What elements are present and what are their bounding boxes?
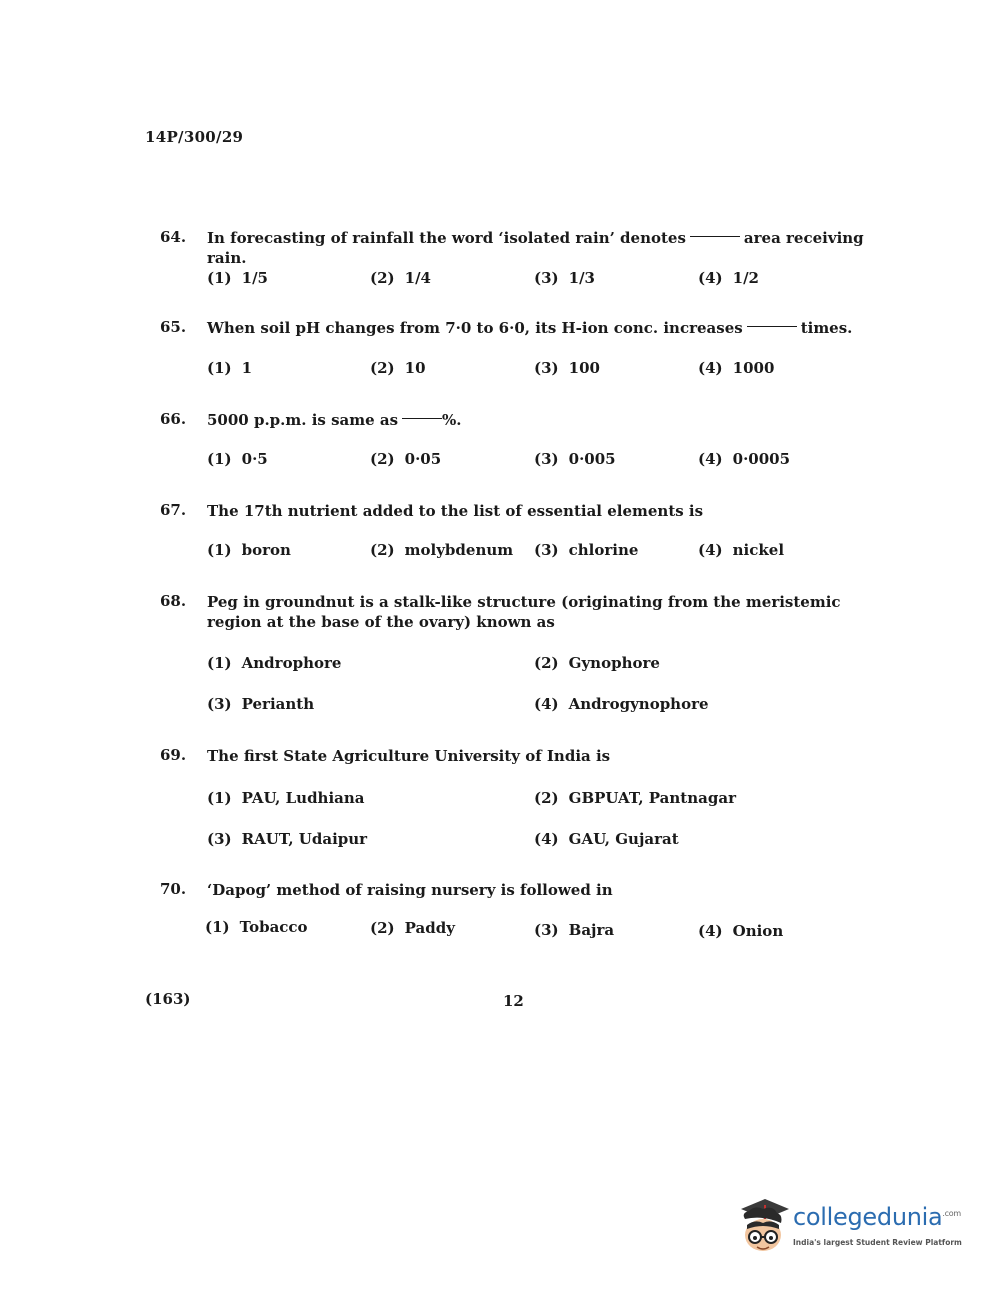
question-number: 64. <box>160 228 187 246</box>
option-4: (4) 1/2 <box>698 269 759 287</box>
answer-blank <box>402 418 442 419</box>
logo-tagline: India's largest Student Review Platform <box>793 1238 962 1247</box>
page-number: 12 <box>503 992 524 1010</box>
student-mascot-icon <box>735 1195 791 1257</box>
option-2: (2) 1/4 <box>370 269 431 287</box>
question-text: When soil pH changes from 7·0 to 6·0, its H-ion conc. increases times. <box>207 319 853 337</box>
option-1: (1) Tobacco <box>205 918 308 936</box>
option-3: (3) RAUT, Udaipur <box>207 830 368 848</box>
question-text: Peg in groundnut is a stalk-like structure (originating from the meristemic region at the base of the ovary) known as <box>207 593 841 631</box>
collegedunia-logo <box>735 1195 965 1265</box>
footer-code: (163) <box>145 990 191 1008</box>
answer-blank <box>690 236 740 237</box>
option-3: (3) 100 <box>534 359 600 377</box>
option-3: (3) 0·005 <box>534 450 616 468</box>
option-2: (2) GBPUAT, Pantnagar <box>534 789 736 807</box>
option-1: (1) PAU, Ludhiana <box>207 789 365 807</box>
logo-wordmark: collegedunia$^{.com}$ <box>793 1203 961 1231</box>
question-text: 5000 p.p.m. is same as %. <box>207 411 462 429</box>
option-3: (3) chlorine <box>534 541 639 559</box>
option-3: (3) Bajra <box>534 921 615 939</box>
option-4: (4) Androgynophore <box>534 695 709 713</box>
question-text: In forecasting of rainfall the word ‘isolated rain’ denotes area receiving rain. <box>207 229 864 267</box>
question-number: 69. <box>160 746 187 764</box>
option-3: (3) 1/3 <box>534 269 595 287</box>
answer-blank <box>747 326 797 327</box>
option-2: (2) 0·05 <box>370 450 442 468</box>
option-2: (2) Paddy <box>370 919 455 937</box>
option-1: (1) Androphore <box>207 654 342 672</box>
question-text: The 17th nutrient added to the list of essential elements is <box>207 502 704 520</box>
option-4: (4) nickel <box>698 541 785 559</box>
option-2: (2) molybdenum <box>370 541 514 559</box>
option-2: (2) 10 <box>370 359 426 377</box>
question-number: 66. <box>160 410 187 428</box>
option-4: (4) GAU, Gujarat <box>534 830 679 848</box>
question-number: 70. <box>160 880 187 898</box>
question-number: 65. <box>160 318 187 336</box>
option-4: (4) 0·0005 <box>698 450 791 468</box>
option-1: (1) 0·5 <box>207 450 268 468</box>
option-4: (4) Onion <box>698 922 784 940</box>
option-4: (4) 1000 <box>698 359 775 377</box>
option-1: (1) boron <box>207 541 291 559</box>
question-text: The first State Agriculture University of India is <box>207 747 611 765</box>
option-1: (1) 1 <box>207 359 253 377</box>
paper-code: 14P/300/29 <box>145 128 244 146</box>
question-number: 68. <box>160 592 187 610</box>
question-number: 67. <box>160 501 187 519</box>
option-2: (2) Gynophore <box>534 654 660 672</box>
question-text: ‘Dapog’ method of raising nursery is followed in <box>207 881 613 899</box>
option-3: (3) Perianth <box>207 695 315 713</box>
option-1: (1) 1/5 <box>207 269 268 287</box>
